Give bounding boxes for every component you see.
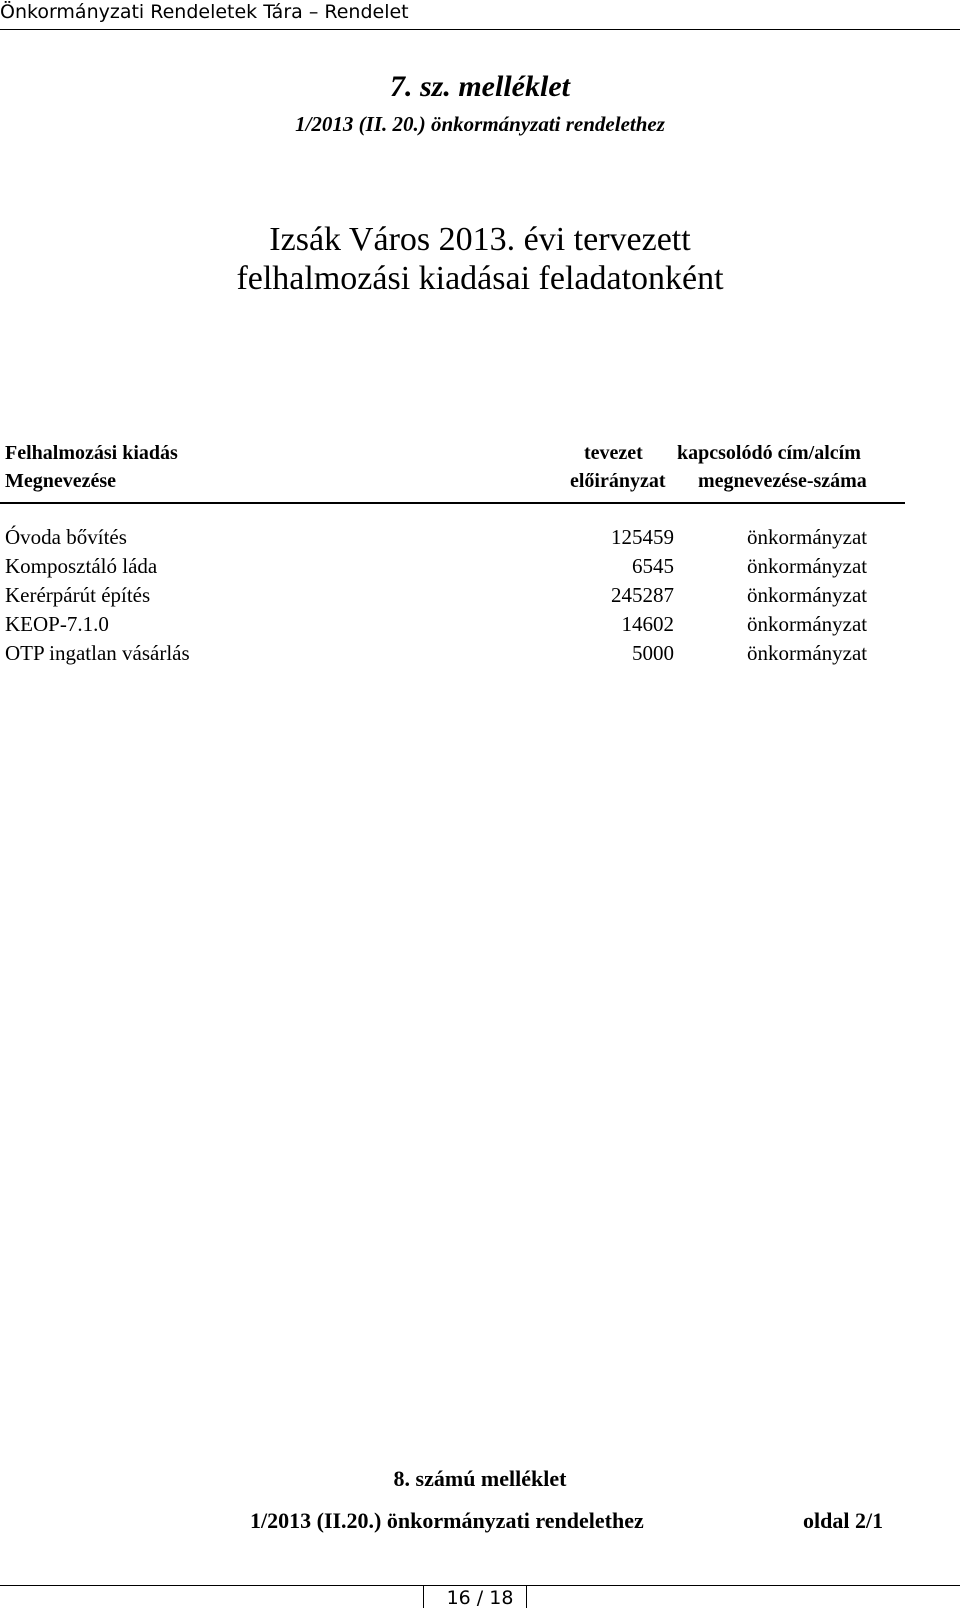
column-header-amount-line-2: előirányzat: [570, 470, 666, 492]
row-name: Óvoda bővítés: [5, 525, 127, 549]
column-header-amount-line-1: tevezet: [584, 442, 643, 464]
document-header: [0, 0, 960, 30]
row-owner: önkormányzat: [747, 641, 868, 665]
row-amount: 6545: [632, 554, 674, 578]
row-owner: önkormányzat: [747, 612, 868, 636]
table-row: [0, 525, 960, 554]
row-amount: 245287: [611, 583, 674, 607]
table-row: [0, 641, 960, 670]
column-header-owner-line-2: megnevezése-száma: [698, 470, 867, 492]
footer-page-ref: oldal 2/1: [803, 1508, 884, 1533]
row-amount: 14602: [621, 612, 674, 636]
page-title-line-2: felhalmozási kiadásai feladatonként: [236, 260, 724, 297]
footer-decree: 1/2013 (II.20.) önkormányzati rendelethez: [250, 1508, 644, 1533]
row-owner: önkormányzat: [747, 583, 868, 607]
table-row: [0, 583, 960, 612]
row-name: Kerérpárút építés: [5, 583, 151, 607]
table-row: [0, 612, 960, 641]
row-name: OTP ingatlan vásárlás: [5, 641, 190, 665]
annex-decree: 1/2013 (II. 20.) önkormányzati rendelethez: [295, 112, 665, 136]
table-header-rule: [0, 502, 905, 504]
footer-annex: 8. számú melléklet: [393, 1466, 567, 1491]
header-title: Önkormányzati Rendeletek Tára – Rendelet: [0, 1, 409, 23]
header-divider: [0, 29, 960, 30]
column-header-name-line-2: Megnevezése: [5, 470, 117, 492]
annex-number: 7. sz. melléklet: [390, 70, 570, 103]
column-header-name-line-1: Felhalmozási kiadás: [5, 442, 178, 464]
row-name: Komposztáló láda: [5, 554, 158, 578]
page-counter: 16 / 18: [446, 1587, 514, 1609]
row-name: KEOP-7.1.0: [5, 612, 109, 636]
row-owner: önkormányzat: [747, 525, 868, 549]
row-amount: 5000: [632, 641, 674, 665]
column-header-owner-line-1: kapcsolódó cím/alcím: [677, 442, 861, 464]
page-title-line-1: Izsák Város 2013. évi tervezett: [269, 221, 691, 258]
table-row: [0, 554, 960, 583]
row-amount: 125459: [611, 525, 674, 549]
row-owner: önkormányzat: [747, 554, 868, 578]
